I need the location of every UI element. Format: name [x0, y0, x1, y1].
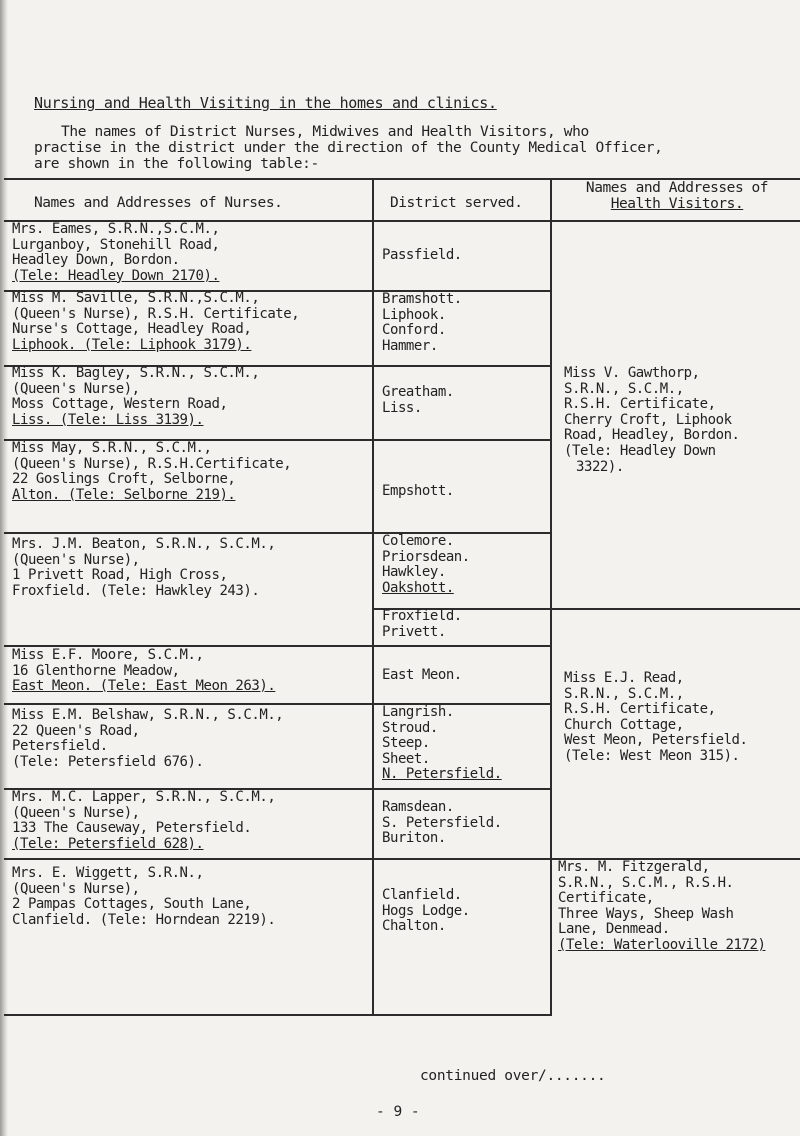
nurse-entry: Miss May, S.R.N., S.C.M., (Queen's Nurse), R.S.H.Certificate, 22 Goslings Croft, Selborne, Alton. (Tele: Selborne 219).	[12, 440, 292, 503]
district-entry: Greatham. Liss.	[382, 384, 454, 416]
column-divider	[372, 178, 374, 1016]
district-entry: Ramsdean. S. Petersfield. Buriton.	[382, 799, 502, 847]
section-heading: Nursing and Health Visiting in the homes and clinics.	[34, 94, 497, 112]
district-entry: Passfield.	[382, 247, 462, 263]
health-visitor-entry: Mrs. M. Fitzgerald, S.R.N., S.C.M., R.S.H. Certificate, Three Ways, Sheep Wash Lane, Denmead. (Tele: Waterlooville 2172)	[558, 859, 766, 953]
nurse-entry: Miss E.M. Belshaw, S.R.N., S.C.M., 22 Queen's Road, Petersfield. (Tele: Petersfield 676).	[12, 707, 284, 770]
nurse-entry: Miss M. Saville, S.R.N.,S.C.M., (Queen's Nurse), R.S.H. Certificate, Nurse's Cottage, Headley Road, Liphook. (Tele: Liphook 3179).	[12, 290, 300, 353]
header-district: District served.	[390, 195, 523, 211]
header-health-visitors: Names and Addresses of Health Visitors.	[585, 180, 769, 212]
intro-line: The names of District Nurses, Midwives and Health Visitors, who	[61, 124, 589, 140]
nurse-entry: Mrs. E. Wiggett, S.R.N., (Queen's Nurse), 2 Pampas Cottages, South Lane, Clanfield. (Tele: Horndean 2219).	[12, 865, 276, 928]
nurse-entry: Miss E.F. Moore, S.C.M., 16 Glenthorne Meadow, East Meon. (Tele: East Meon 263).	[12, 647, 276, 695]
district-entry: Clanfield. Hogs Lodge. Chalton.	[382, 887, 470, 935]
column-divider	[550, 178, 552, 1016]
district-entry: Colemore. Priorsdean. Hawkley. Oakshott.	[382, 533, 470, 596]
nurse-entry: Mrs. J.M. Beaton, S.R.N., S.C.M., (Queen's Nurse), 1 Privett Road, High Cross, Froxfield. (Tele: Hawkley 243).	[12, 536, 276, 599]
table-border-bottom	[4, 1014, 552, 1016]
header-nurses: Names and Addresses of Nurses.	[34, 195, 283, 211]
district-entry: East Meon.	[382, 667, 462, 683]
continued-note: continued over/.......	[420, 1068, 606, 1084]
nurse-entry: Miss K. Bagley, S.R.N., S.C.M., (Queen's Nurse), Moss Cottage, Western Road, Liss. (Tele: Liss 3139).	[12, 365, 260, 428]
nurse-entry: Mrs. Eames, S.R.N.,S.C.M., Lurganboy, Stonehill Road, Headley Down, Bordon. (Tele: Headley Down 2170).	[12, 221, 220, 284]
district-entry: Langrish. Stroud. Steep. Sheet. N. Petersfield.	[382, 704, 502, 783]
page-number: - 9 -	[376, 1104, 420, 1120]
health-visitor-entry: Miss V. Gawthorp, S.R.N., S.C.M., R.S.H. Certificate, Cherry Croft, Liphook Road, Headley, Bordon. (Tele: Headley Down 3322).	[564, 365, 740, 475]
row-divider	[4, 532, 552, 534]
intro-line: are shown in the following table:-	[34, 156, 319, 172]
health-visitor-entry: Miss E.J. Read, S.R.N., S.C.M., R.S.H. Certificate, Church Cottage, West Meon, Petersfield. (Tele: West Meon 315).	[564, 670, 748, 764]
nurse-entry: Mrs. M.C. Lapper, S.R.N., S.C.M., (Queen's Nurse), 133 The Causeway, Petersfield. (Tele: Petersfield 628).	[12, 789, 276, 852]
district-entry: Empshott.	[382, 483, 454, 499]
intro-line: practise in the district under the direction of the County Medical Officer,	[34, 140, 663, 156]
district-entry: Bramshott. Liphook. Conford. Hammer.	[382, 291, 462, 354]
district-entry: Froxfield. Privett.	[382, 608, 462, 640]
